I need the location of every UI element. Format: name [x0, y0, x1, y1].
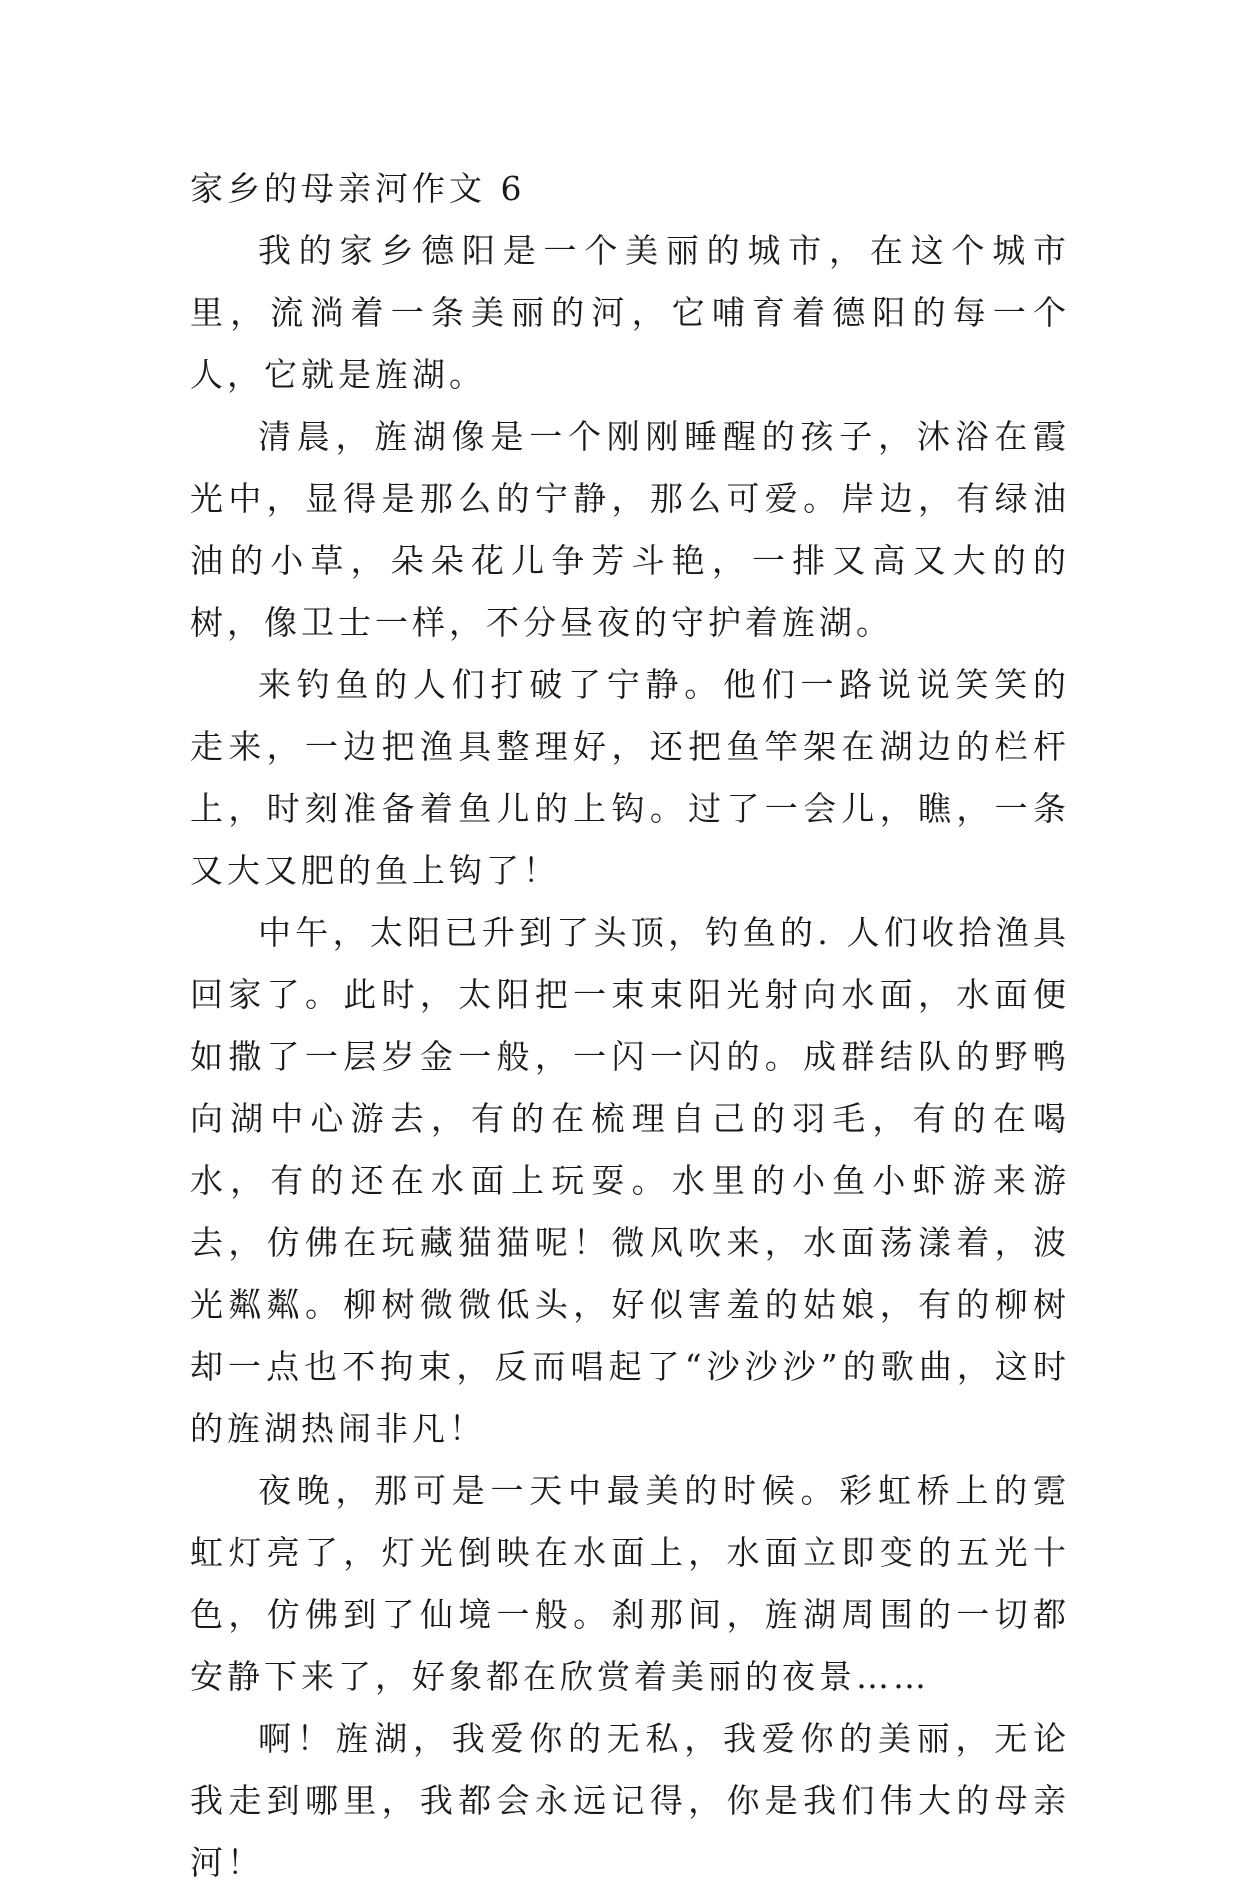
paragraph-6: 啊！旌湖，我爱你的无私，我爱你的美丽，无论我走到哪里，我都会永远记得，你是我们伟大的母亲河！ — [190, 1719, 1070, 1882]
paragraph-1: 我的家乡德阳是一个美丽的城市，在这个城市里，流淌着一条美丽的河，它哺育着德阳的每一个人，它就是旌湖。 — [190, 231, 1070, 394]
paragraph-3: 来钓鱼的人们打破了宁静。他们一路说说笑笑的走来，一边把渔具整理好，还把鱼竿架在湖边的栏杆上，时刻准备着鱼儿的上钩。过了一会儿，瞧，一条又大又肥的鱼上钩了！ — [190, 665, 1070, 890]
paragraph-5: 夜晚，那可是一天中最美的时候。彩虹桥上的霓虹灯亮了，灯光倒映在水面上，水面立即变的五光十色，仿佛到了仙境一般。刹那间，旌湖周围的一切都安静下来了，好象都在欣赏着美丽的夜景…… — [190, 1471, 1070, 1696]
paragraph-2: 清晨，旌湖像是一个刚刚睡醒的孩子，沐浴在霞光中，显得是那么的宁静，那么可爱。岸边，有绿油油的小草，朵朵花儿争芳斗艳，一排又高又大的的树，像卫士一样，不分昼夜的守护着旌湖。 — [190, 417, 1070, 642]
document-title: 家乡的母亲河作文 6 — [190, 169, 526, 208]
document-body — [190, 158, 1070, 1894]
paragraph-4: 中午，太阳已升到了头顶，钓鱼的. 人们收拾渔具回家了。此时，太阳把一束束阳光射向水面，水面便如撒了一层岁金一般，一闪一闪的。成群结队的野鸭向湖中心游去，有的在梳理自己的羽毛，有的在喝水，有的还在水面上玩耍。水里的小鱼小虾游来游去，仿佛在玩藏猫猫呢！微风吹来，水面荡漾着，波光粼粼。柳树微微低头，好似害羞的姑娘，有的柳树却一点也不拘束，反而唱起了“沙沙沙”的歌曲，这时的旌湖热闹非凡！ — [190, 913, 1070, 1448]
